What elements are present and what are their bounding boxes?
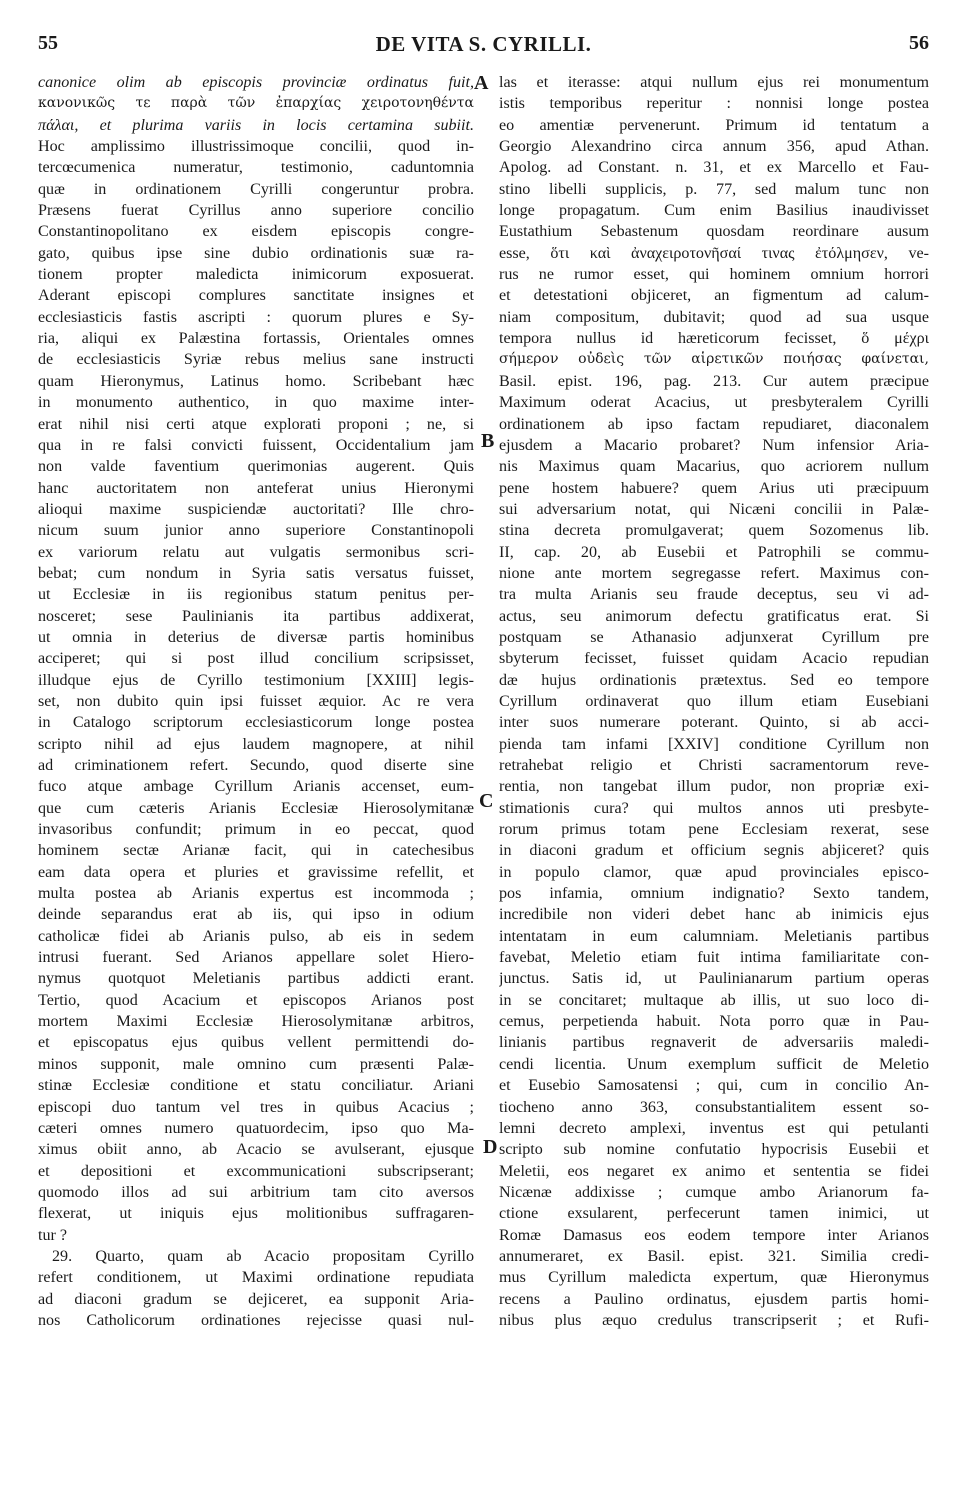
- text-line: ad diaconi gradum se dejiceret, ea supponit Aria-: [38, 1290, 474, 1308]
- text-line: fuco atque ambage Cyrillum Arianis accenset, eum-: [38, 778, 474, 796]
- text-line: Præsens fuerat Cyrillus anno superiore concilio: [38, 202, 474, 220]
- text-line: inter suos numerare poterant. Quinto, si ab acci-: [499, 714, 929, 732]
- text-line: quomodo illos ad sui arbitrium tam cito aversos: [38, 1183, 474, 1201]
- text-line: incredibile non videri debet hanc ab inimicis ejus: [499, 906, 929, 924]
- text-line: acciperet; qui si post illud concilium scripsisset,: [38, 650, 474, 668]
- text-line: mus Cyrillum maledicta expertum, quæ Hieronymus: [499, 1269, 929, 1287]
- text-line: eam data opera et pluries et gravissime refellit, et: [38, 863, 474, 881]
- text-line: nis Maximus quam Macarius, quo acriorem nullum: [499, 458, 929, 476]
- text-line: cendi licentia. Unum exemplum sufficit de Meletio: [499, 1055, 929, 1073]
- text-line: κανονικῶς τε παρὰ τῶν ἐπαρχίας χειροτονηθέντα: [38, 95, 474, 112]
- text-line: quæ in ordinationem Cyrilli congeruntur probra.: [38, 180, 474, 198]
- text-line: actus, seu animorum defectu gratificatus erat. Si: [499, 607, 929, 625]
- text-line: ut Ecclesiæ in iis regionibus statum penitus per-: [38, 586, 474, 604]
- text-line: quam Hieronymus, Latinus homo. Scribebant hæc: [38, 372, 474, 390]
- text-line: que cum cæteris Arianis Ecclesiæ Hierosolymitanæ: [38, 799, 474, 817]
- text-line: invasoribus confundit; primum in eo peccat, quod: [38, 821, 474, 839]
- text-line: ctione exsularent, perfecerunt tamen inimici, ut: [499, 1205, 929, 1223]
- text-line: intentatam in eum calumniam. Meletianis partibus: [499, 927, 929, 945]
- page-number-right: 56: [909, 32, 929, 54]
- text-line: minos supponit, male omnino cum præsenti Palæ-: [38, 1055, 474, 1073]
- text-line: et depositioni et excommunicationi subscripserant;: [38, 1162, 474, 1180]
- text-line: Apolog. ad Constant. n. 31, et ex Marcello et Fau-: [499, 159, 929, 177]
- text-line: pienda tam infami [XXIV] conditione Cyrillum non: [499, 735, 929, 753]
- text-line: nymus quotquot Meletianis partibus addicti erant.: [38, 970, 474, 988]
- text-line: eo amentiæ pervenerunt. Primum id tentatum a: [499, 116, 929, 134]
- text-line: cæteri omnes numero quatuordecim, ipso quo Ma-: [38, 1119, 474, 1137]
- text-line: refert conditionem, ut Maximi ordinatione repudiata: [38, 1269, 474, 1287]
- text-line: scripto sub nomine confutatio hypocrisis Eusebii et: [499, 1141, 929, 1159]
- running-head: [0, 32, 967, 62]
- text-line: II, cap. 20, ab Eusebii et Patrophili se commu-: [499, 543, 929, 561]
- text-line: ejusdem a Macario probaret? Num infensior Aria-: [499, 436, 929, 454]
- text-line: hanc auctoritatem non anteferat unius Hieronymi: [38, 479, 474, 497]
- text-line: las et iterasse: atqui nullum ejus rei monumentum: [499, 74, 929, 91]
- text-line: de ecclesiasticis Syriæ rebus melius sane instructi: [38, 351, 474, 369]
- text-line: multa postea ab Arianis expertus est incommoda ;: [38, 885, 474, 903]
- text-line: in monumento authentico, in quo maxime inter-: [38, 394, 474, 412]
- text-line: stino libelli supplicis, p. 77, sed malum tunc non: [499, 180, 929, 198]
- text-line: nione ante mortem segregasse refert. Maximus con-: [499, 564, 929, 582]
- text-line: stimationis cura? qui multos annos uti presbyte-: [499, 799, 929, 817]
- text-line: πάλαι, et plurima variis in locis certamina subiit.: [38, 116, 474, 134]
- text-line: in Catalogo scriptorum ecclesiasticorum longe postea: [38, 714, 474, 732]
- text-line: nibus plus æquo credulus transcripserit ; et Rufi-: [499, 1311, 929, 1329]
- text-line: ex variorum relatu aut vulgatis sermonibus scri-: [38, 543, 474, 561]
- text-line: annumeraret, ex Basil. epist. 321. Similia credi-: [499, 1247, 929, 1265]
- margin-marker-a: A: [474, 72, 489, 94]
- text-line: junctus. Satis id, ut Paulinianarum partium operas: [499, 970, 929, 988]
- text-line: gato, quibus ipse sine dubio ordinationis suæ ra-: [38, 244, 474, 262]
- page-number-left: 55: [38, 32, 58, 54]
- text-line: dæ hujus ordinationis prætextus. Sed eo tempore: [499, 671, 929, 689]
- text-line: catholicæ fidei ab Arianis pulso, ab eis in sedem: [38, 927, 474, 945]
- text-line: lemni decreto amplexi, inventus est qui petulanti: [499, 1119, 929, 1137]
- text-line: cemus, perpetienda habuit. Nota porro quæ in Pau-: [499, 1013, 929, 1031]
- text-line: stina decreta promulgaverat; quem Sozomenus lib.: [499, 522, 929, 540]
- left-column: [38, 72, 474, 1331]
- text-line: erat nihil nisi certi atque explorati proponi ; ne, si: [38, 415, 474, 433]
- text-line: tiocheno anno 363, consubstantialitem essent so-: [499, 1098, 929, 1116]
- text-line: in se concitaret; multaque ab illis, ut suo loco di-: [499, 991, 929, 1009]
- text-line: longe propagatum. Cum enim Basilius inaudivisset: [499, 202, 929, 220]
- text-line: hominem sectæ Arianæ facit, qui in catechesibus: [38, 842, 474, 860]
- text-line: bebat; cum nondum in Syria satis versatus fuisset,: [38, 564, 474, 582]
- margin-marker-d: D: [483, 1136, 498, 1158]
- text-line: canonice olim ab episcopis provinciæ ordinatus fuit,: [38, 74, 474, 91]
- text-line: in diaconi gradum et officium segnis abjiceret? quis: [499, 842, 929, 860]
- text-line: set, non dubito quin ipsi fuisset æquior. Ac re vera: [38, 692, 474, 710]
- text-line: ria, aliqui ex Palæstina fortassis, Orientales omnes: [38, 330, 474, 348]
- text-line: episcopi duo tantum vel tres in quibus Acacius ;: [38, 1098, 474, 1116]
- text-line: tercœcumenica numeratur, testimonio, caduntomnia: [38, 159, 474, 177]
- text-line: Tertio, quod Acacium et episcopos Arianos post: [38, 991, 474, 1009]
- margin-marker-b: B: [481, 430, 495, 452]
- text-line: Nicænæ addixisse ; cumque ambo Arianorum fa-: [499, 1183, 929, 1201]
- text-line: sui adversarium notat, qui Nicæni concilii in Palæ-: [499, 500, 929, 518]
- text-line: non valde faventium querimonias augerent. Quis: [38, 458, 474, 476]
- text-line: Eustathium Sebastenum quosdam reordinare ausum: [499, 223, 929, 241]
- text-line: Constantinopolitano ex eisdem episcopis congre-: [38, 223, 474, 241]
- text-line: rentia, non tangebat illum pudor, non propriæ exi-: [499, 778, 929, 796]
- text-line: et episcopatus ejus quibus vellent permittendi do-: [38, 1034, 474, 1052]
- text-line: retrahebat religio et Christi sacramentorum reve-: [499, 757, 929, 774]
- text-line: istis temporibus reperitur : nonnisi longe postea: [499, 95, 929, 113]
- text-line: recens a Paulino ordinatus, ejusdem partis homi-: [499, 1290, 929, 1308]
- text-line: nos Catholicorum ordinationes rejecisse quasi nul-: [38, 1311, 474, 1329]
- text-line: rus ne rumor esset, qui hominem omnium horrori: [499, 266, 929, 284]
- text-line: 29. Quarto, quam ab Acacio propositam Cyrillo: [52, 1247, 474, 1265]
- margin-marker-c: C: [479, 790, 494, 812]
- text-line: intrusi fuerant. Sed Arianos appellare solet Hiero-: [38, 949, 474, 967]
- text-line: tra multa Arianis seu fraude deceptus, seu vi ad-: [499, 586, 929, 604]
- text-line: tur ?: [38, 1226, 68, 1244]
- text-line: et detestationi objiceret, an figmentum ad calum-: [499, 287, 929, 305]
- text-line: Meletii, eos negaret ex animo et sententia se fidei: [499, 1162, 929, 1180]
- text-line: Cyrillum ordinaverat quo illum etiam Eusebiani: [499, 692, 929, 710]
- text-line: favebat, Meletio etiam fuit intima familiaritate con-: [499, 949, 929, 967]
- text-line: qua in re falsi convicti fuissent, Occidentalium jam: [38, 436, 474, 454]
- text-line: et Eusebio Samosatensi ; qui, cum in concilio An-: [499, 1077, 929, 1095]
- text-line: ut omnia in deterius de diversæ partis hominibus: [38, 628, 474, 646]
- text-line: Romæ Damasus eos eodem tempore inter Arianos: [499, 1226, 929, 1244]
- text-line: Georgio Alexandrino circa annum 356, apud Athan.: [499, 138, 929, 156]
- text-line: esse, ὅτι καὶ ἀναχειροτονῆσαί τινας ἐτόλμησεν, ve-: [499, 244, 929, 262]
- text-line: ximus obiit anno, ab Acacio se avulserant, ejusque: [38, 1141, 474, 1159]
- text-line: in populo clamor, quæ apud provinciales episco-: [499, 863, 929, 881]
- text-line: illudque ejus de Cyrillo testimonium [XXIII] legis-: [38, 671, 474, 689]
- text-line: nicum suum junior anno superiore Constantinopoli: [38, 522, 474, 540]
- text-line: ordinationem ab ipso factam repudiaret, diaconalem: [499, 415, 929, 433]
- text-line: tempora nullus id hæreticorum fecisset, ὅ μέχρι: [499, 330, 929, 348]
- text-line: postquam se Athanasio adjunxerat Cyrillum pre: [499, 628, 929, 646]
- text-line: deinde separandus erat ab iis, qui ipso in odium: [38, 906, 474, 924]
- text-line: pene hostem habuere? quem Arius uti præcipuum: [499, 479, 929, 497]
- text-line: rorum primus totam pene Ecclesiam rexerat, sese: [499, 821, 929, 839]
- text-line: Maximum oderat Acacius, ut presbyteralem Cyrilli: [499, 394, 929, 412]
- text-line: sbyterum fecisset, fuisset quidam Acacio repudian: [499, 650, 929, 668]
- text-line: Hoc amplissimo illustrissimoque concilii, quod in-: [38, 138, 474, 156]
- running-title: DE VITA S. CYRILLI.: [375, 32, 592, 56]
- text-line: flexerat, ut iniquis ejus molitionibus suffragaren-: [38, 1205, 474, 1223]
- text-line: ad criminationem refert. Secundo, quod diserte sine: [38, 757, 474, 774]
- text-line: Aderant episcopi complures sanctitate insignes et: [38, 287, 474, 305]
- text-line: σήμερον οὐδεὶς τῶν αἱρετικῶν ποιήσας φαίνεται,: [499, 351, 929, 368]
- text-line: tionem propter maledicta inimicorum exposuerat.: [38, 266, 474, 284]
- text-line: linianis partibus regnaverit de adversariis maledi-: [499, 1034, 929, 1052]
- right-column: [499, 72, 929, 1331]
- text-line: scripto nihil ad ejus laudem magnopere, at nihil: [38, 735, 474, 753]
- text-line: niam compositum, dubitavit; quod ad sua usque: [499, 308, 929, 326]
- text-line: ecclesiasticis fastis ascripti : quorum plures e Sy-: [38, 308, 474, 326]
- text-line: pos infamia, omnium indignatio? Sexto tandem,: [499, 885, 929, 903]
- text-line: Basil. epist. 196, pag. 213. Cur autem præcipue: [499, 372, 929, 390]
- text-line: alioqui maxime suspiciendæ auctoritati? Ille chro-: [38, 500, 474, 518]
- text-line: stinæ Ecclesiæ conditione et statu conciliatur. Ariani: [38, 1077, 474, 1095]
- text-line: nosceret; sese Paulinianis ita partibus addixerat,: [38, 607, 474, 625]
- text-line: mortem Maximi Ecclesiæ Hierosolymitanæ arbitros,: [38, 1013, 474, 1031]
